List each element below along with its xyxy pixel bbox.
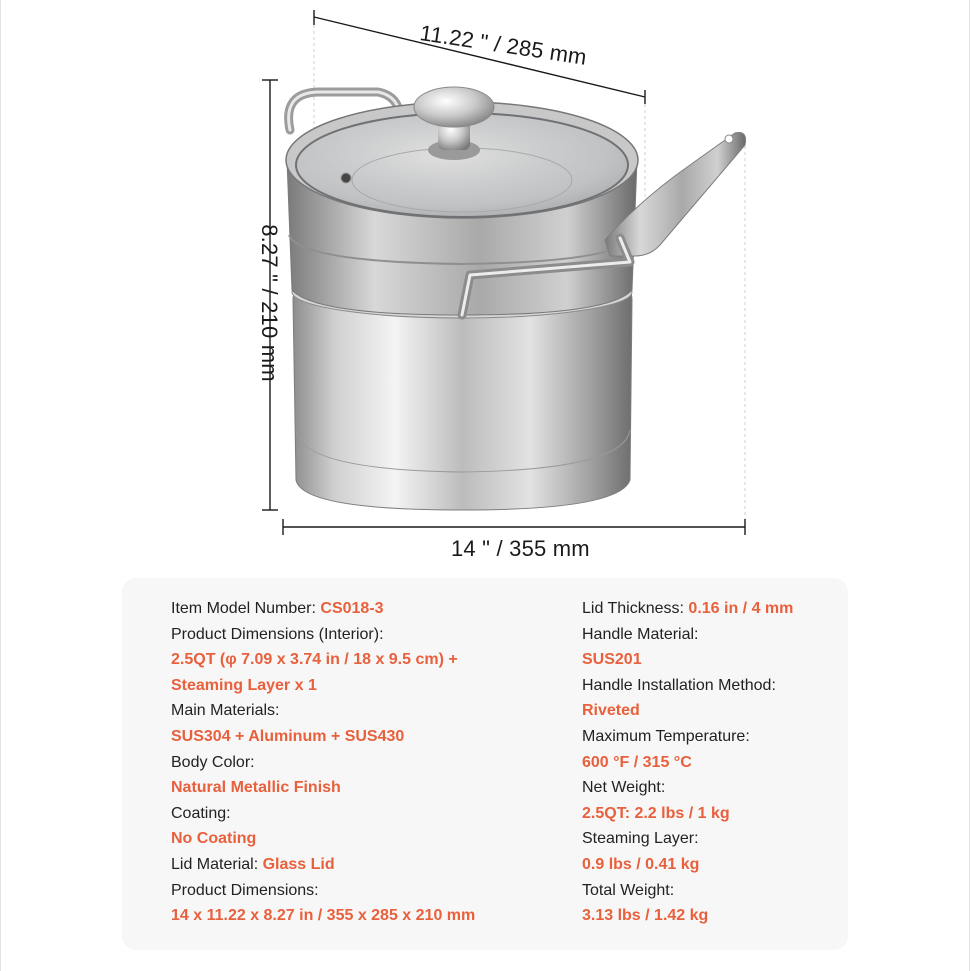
width-dimension-label: 11.22 " / 285 mm [418,20,589,70]
spec-line: 3.13 lbs / 1.42 kg [582,907,709,925]
spec-line: Total Weight: [582,881,675,899]
spec-column-left [171,596,561,929]
spec-column-right [582,596,842,929]
spec-line: Maximum Temperature: [582,727,750,745]
spec-line: No Coating [171,830,257,848]
spec-line: 600 °F / 315 °C [582,753,692,771]
spec-line: Coating: [171,804,231,822]
spec-line: Product Dimensions: [171,881,319,899]
spec-line: Natural Metallic Finish [171,779,341,797]
spec-line: Riveted [582,702,640,720]
height-dimension-label: 8.27 " / 210 mm [256,224,282,382]
spec-line: SUS201 [582,651,642,669]
spec-line: 2.5QT (φ 7.09 x 3.74 in / 18 x 9.5 cm) + [171,651,458,669]
spec-line: Item Model Number: CS018-3 [171,600,384,617]
spec-line: SUS304 + Aluminum + SUS430 [171,727,405,745]
spec-line: Handle Installation Method: [582,676,776,694]
spec-line: Net Weight: [582,779,666,797]
spec-line: Product Dimensions (Interior): [171,625,384,643]
spec-line: Handle Material: [582,625,699,643]
specification-card [122,578,848,950]
spec-line: 0.9 lbs / 0.41 kg [582,855,700,873]
spec-line: Steaming Layer x 1 [171,676,317,694]
spec-line: Lid Material: Glass Lid [171,855,335,873]
spec-line: Main Materials: [171,702,280,720]
spec-line: 2.5QT: 2.2 lbs / 1 kg [582,804,730,822]
length-dimension-label: 14 " / 355 mm [451,536,590,561]
spec-line: Body Color: [171,753,255,771]
spec-line: Steaming Layer: [582,830,699,848]
spec-line: 14 x 11.22 x 8.27 in / 355 x 285 x 210 mm [171,907,476,925]
dimension-line-bottom [283,519,745,535]
spec-line: Lid Thickness: 0.16 in / 4 mm [582,600,794,617]
